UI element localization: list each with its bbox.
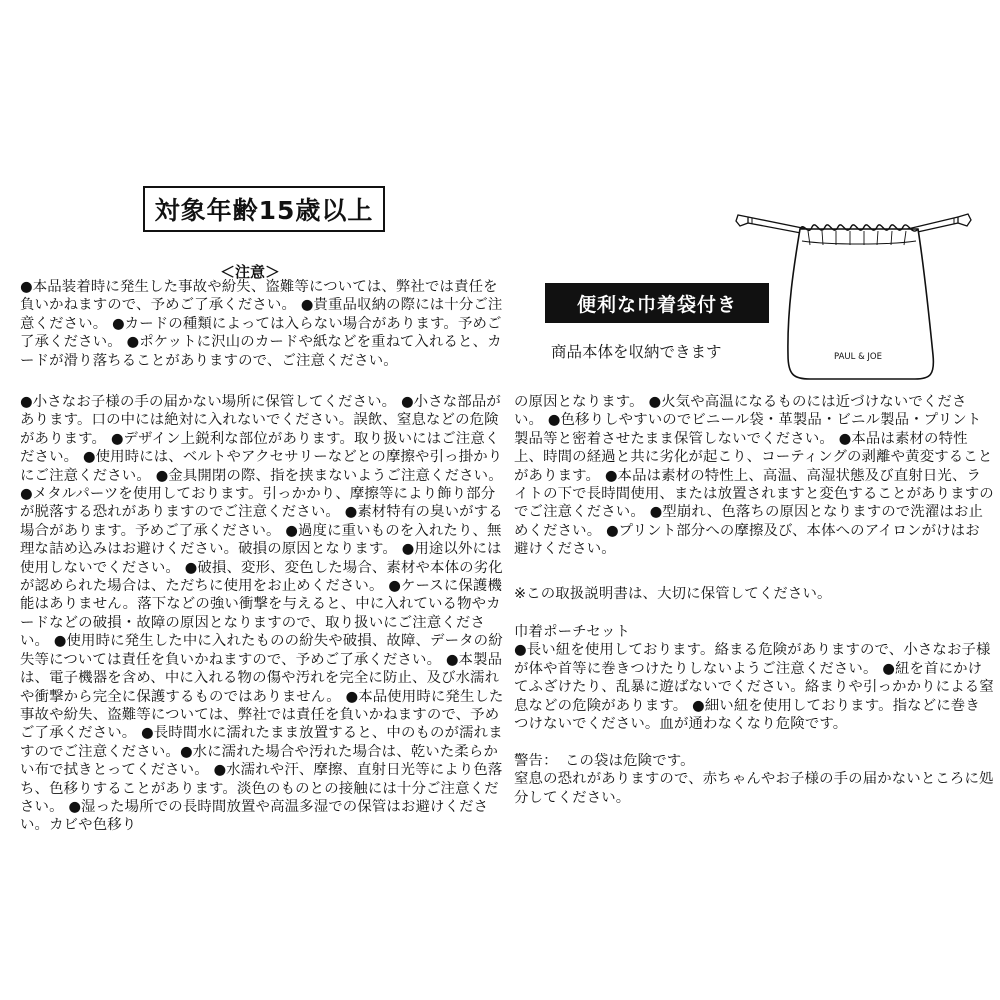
caution-paragraph-3: の原因となります。 ●火気や高温になるものには近づけないでください。 ●色移りしやすいのでビニール袋・革製品・ビニル製品・プリント製品等と密着させたまま保管しないでください。 ●本品は素材の特性上、時間の経過と共に劣化が起こり、コーティングの剥離や黄変することがあります。 ●本品は素材の特性上、高温、高湿状態及び直射日光、ライトの下で長時間使用、または放置されますと変色することがありますのでご注意ください。 ●型崩れ、色落ちの原因となりますので洗濯はお止めください。 ●プリント部分への摩擦及び、本体へのアイロンがけはお避けください。 (514, 394, 994, 558)
caution-paragraph-2: ●小さなお子様の手の届かない場所に保管してください。 ●小さな部品があります。口の中には絶対に入れないでください。誤飲、窒息などの危険があります。 ●デザイン上鋭利な部位があります。取り扱いにはご注意ください。 ●使用時には、ベルトやアクセサリーなどとの摩擦や引っ掛かりにご注意ください。 ●金具開閉の際、指を挟まないようご注意ください。 ●メタルパーツを使用しております。引っかかり、摩擦等により飾り部分が脱落する恐れがありますのでご注意ください。 ●素材特有の臭いがする場合があります。予めご了承ください。 ●過度に重いものを入れたり、無理な詰め込みはお避けください。破損の原因となります。 ●用途以外には使用しないでください。 ●破損、変形、変色した場合、素材や本体の劣化が認められた場合は、ただちに使用をお止めください。 ●ケースに保護機能はありません。落下などの強い衝撃を与えると、中に入れている物やカードなどの破損・故障の原因となりますので、取り扱いにご注意ください。 ●使用時に発生した中に入れたものの紛失や破損、故障、データの紛失等については責任を負いかねますので、予めご了承ください。 ●本製品は、電子機器を含め、中に入れる物の傷や汚れを完全に防止、及び水濡れや衝撃から完全に保護するものではありません。 ●本品使用時に発生した事故や紛失、盗難等については、弊社では責任を負いかねますので、予めご了承ください。 ●長時間水に濡れたまま放置すると、中のものが濡れますのでご注意ください。●水に濡れた場合や汚れた場合は、乾いた柔らかい布で拭きとってください。 ●水濡れや汗、摩擦、直射日光等により色落ち、色移りすることがあります。淡色のものとの接触には十分ご注意ください。 ●湿った場所での長時間放置や高温多湿での保管はお避けください。カビや色移り (20, 394, 504, 834)
pouch-brand-label: PAUL & JOE (834, 352, 882, 362)
bag-warning: 警告： この袋は危険です。 窒息の恐れがありますので、赤ちゃんやお子様の手の届かないところに処分してください。 (514, 753, 994, 806)
caution-paragraph-1: ●本品装着時に発生した事故や紛失、盗難等については、弊社では責任を負いかねますので、予めご了承ください。 ●貴重品収納の際には十分ご注意ください。 ●カードの種類によっては入らない場合があります。予めご了承ください。 ●ポケットに沢山のカードや紙などを重ねて入れると、カードが滑り落ちることがありますので、ご注意ください。 (20, 279, 503, 369)
caution-heading: ＜注意＞ (220, 263, 281, 281)
storage-note: ※この取扱説明書は、大切に保管してください。 (514, 586, 832, 602)
age-notice: 対象年齢15歳以上 (143, 186, 385, 232)
pouch-set-caution: 巾着ポーチセット ●長い紐を使用しております。絡まる危険がありますので、小さなお子様が体や首等に巻きつけたりしないようご注意ください。 ●紐を首にかけてふざけたり、乱暴に遊ばないでください。絡まりや引っかかりによる窒息などの危険があります。 ●細い紐を使用しております。指などに巻きつけないでください。血が通わなくなり危険です。 (514, 624, 994, 733)
pouch-badge: 便利な巾着袋付き (545, 283, 769, 323)
drawstring-pouch-illustration (730, 185, 980, 385)
pouch-subtitle: 商品本体を収納できます (551, 343, 722, 361)
